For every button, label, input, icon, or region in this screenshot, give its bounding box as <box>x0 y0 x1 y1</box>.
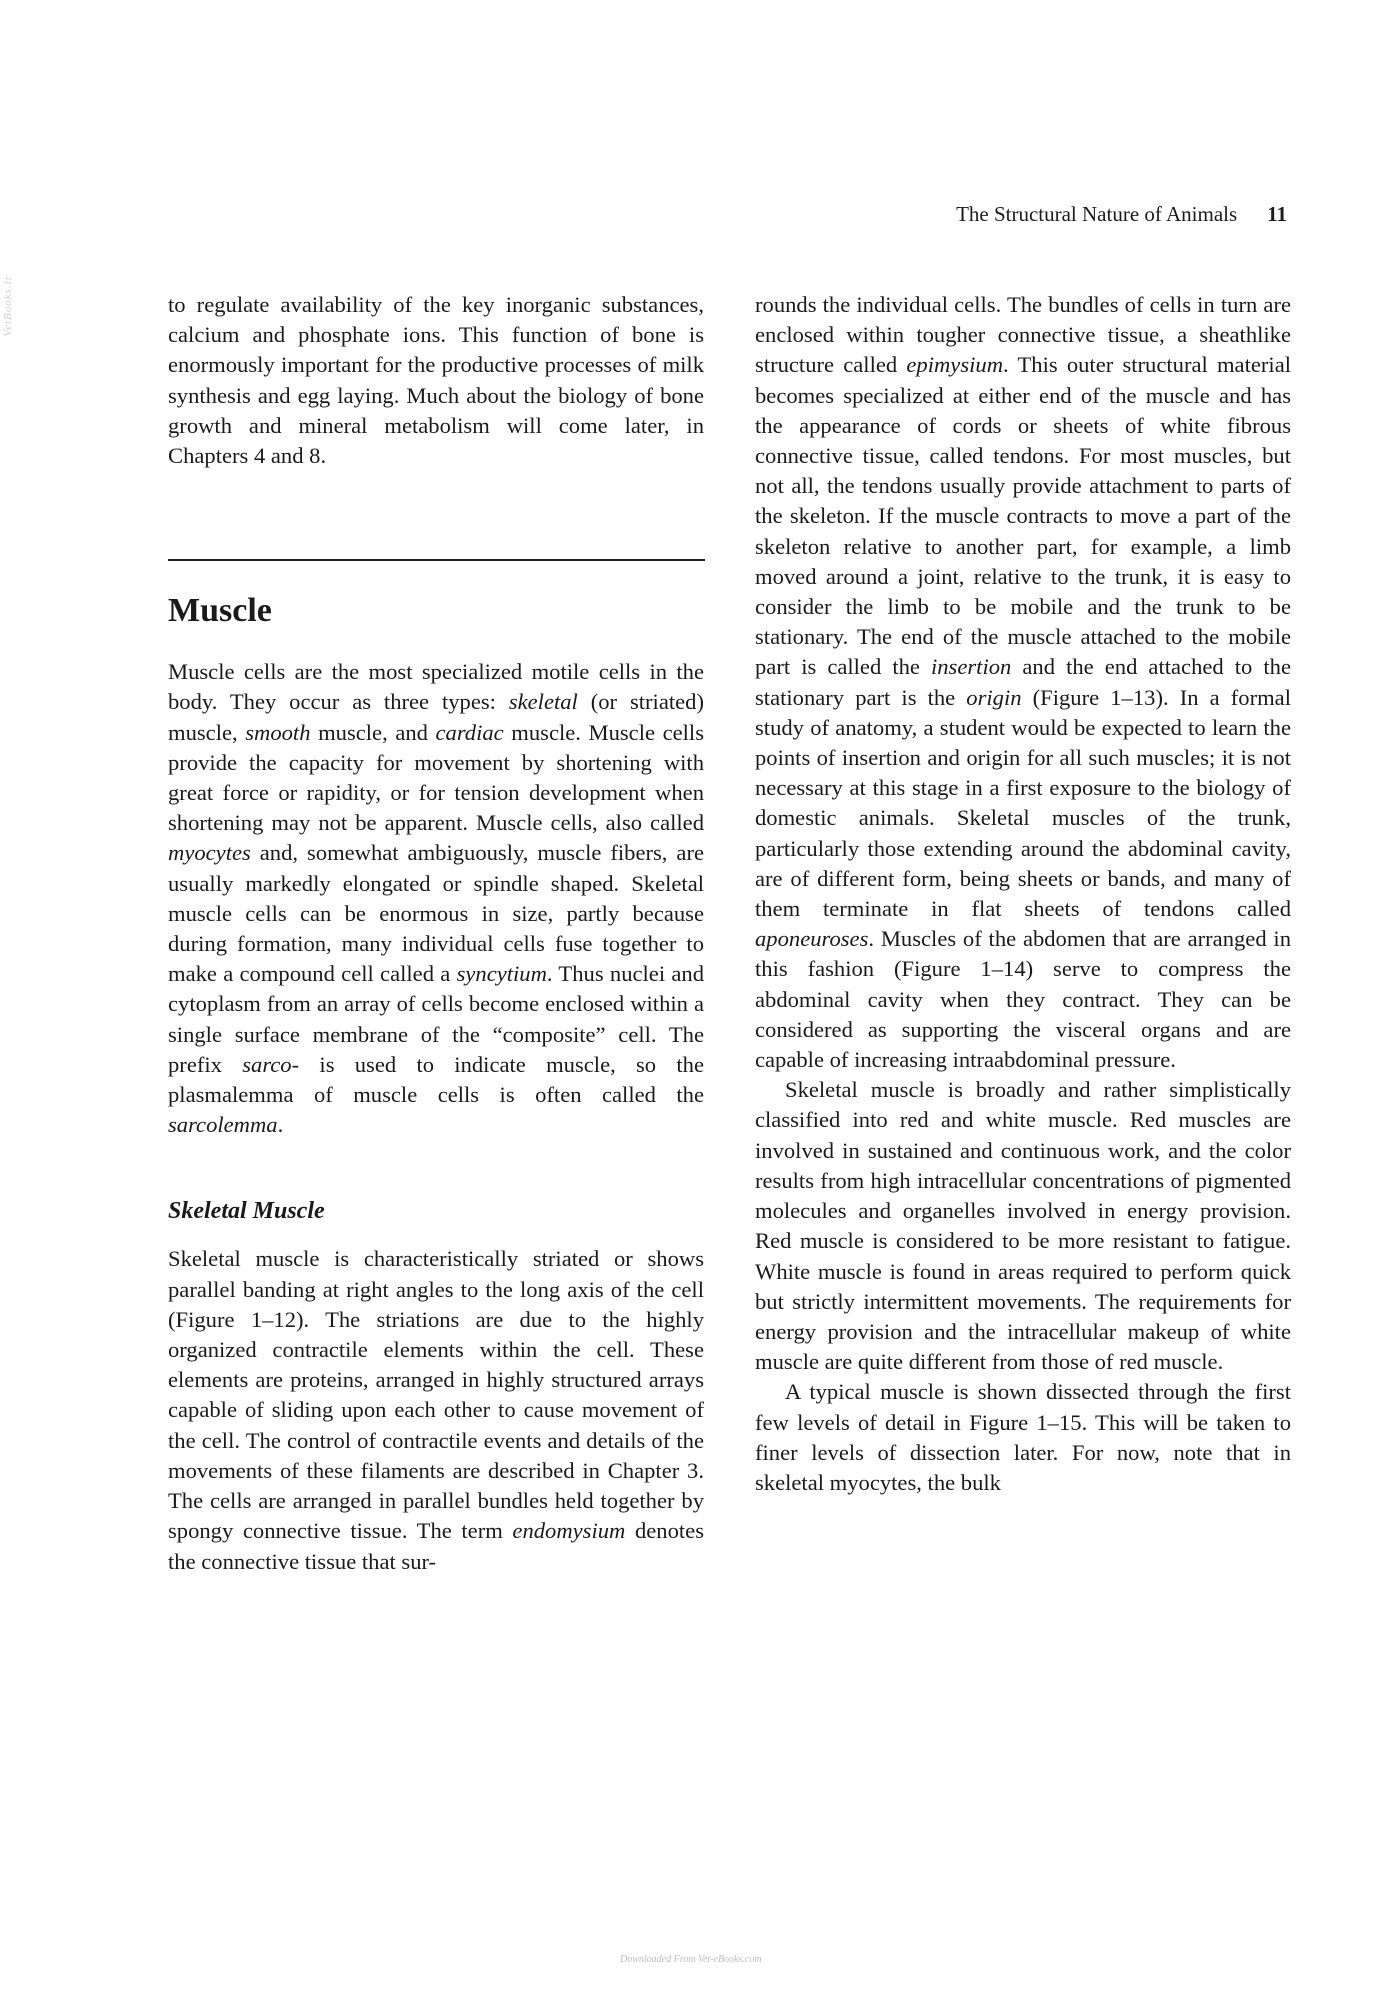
running-title: The Structural Nature of Animals <box>956 202 1238 226</box>
page-number: 11 <box>1267 202 1287 226</box>
right-column <box>755 290 1291 1498</box>
red-white-paragraph: Skeletal muscle is broadly and rather simplistically classified into red and white muscle. Red muscles are involved in sustained and continuous work, and the color results from high intracellular concentrations of pigmented molecules and organelles involved in energy provision. Red muscle is considered to be more resistant to fatigue. White muscle is found in areas required to perform quick but strictly intermittent movements. The requirements for energy provision and the intracellular makeup of white muscle are quite different from those of red muscle. <box>755 1077 1291 1375</box>
section-heading-muscle: Muscle <box>168 592 272 630</box>
muscle-paragraph: Muscle cells are the most specialized motile cells in the body. They occur as three types: skeletal (or striated) muscle, smooth muscle, and cardiac muscle. Muscle cells provide the capacity for movement by shortening with great force or rapidity, or for tension development when shortening may not be apparent. Muscle cells, also called myocytes and, somewhat ambiguously, muscle fibers, are usually markedly elongated or spindle shaped. Skeletal muscle cells can be enormous in size, partly because during formation, many individual cells fuse together to make a compound cell called a syncytium. Thus nuclei and cytoplasm from an array of cells become enclosed within a single surface membrane of the “composite” cell. The prefix sarco- is used to indicate muscle, so the plasmalemma of muscle cells is often called the sarcolemma. <box>168 659 705 1138</box>
running-header <box>956 202 1287 227</box>
term-smooth: smooth <box>245 719 311 745</box>
footer-watermark: Downloaded From Vet-eBooks.com <box>620 1954 762 1965</box>
skeletal-paragraph: Skeletal muscle is characteristically striated or shows parallel banding at right angles to the long axis of the cell (Figure 1–12). The striations are due to the highly organized contractile elements within the cell. These elements are proteins, arranged in highly structured arrays capable of sliding upon each other to cause movement of the cell. The control of contractile events and details of the movements of these filaments are described in Chapter 3. The cells are arranged in parallel bundles held together by spongy connective tissue. The term endomysium denotes the connective tissue that sur- <box>168 1246 705 1574</box>
left-column <box>168 290 704 1577</box>
term-endomysium: endomysium <box>512 1518 626 1544</box>
term-origin: origin <box>966 684 1022 710</box>
typical-muscle-paragraph: A typical muscle is shown dissected through the first few levels of detail in Figure 1–15. This will be taken to finer levels of dissection later. For now, note that in skeletal myocytes, the bulk <box>755 1379 1291 1495</box>
term-cardiac: cardiac <box>435 719 504 745</box>
term-syncytium: syncytium <box>456 961 547 987</box>
term-aponeuroses: aponeuroses <box>755 926 869 952</box>
subsection-heading-skeletal-muscle: Skeletal Muscle <box>168 1198 325 1225</box>
intro-paragraph: to regulate availability of the key inorganic substances, calcium and phosphate ions. This function of bone is enormously important for the productive processes of milk synthesis and egg laying. Much about the biology of bone growth and mineral metabolism will come later, in Chapters 4 and 8. <box>168 292 704 469</box>
term-sarco: sarco- <box>242 1051 300 1077</box>
term-skeletal: skeletal <box>508 689 578 715</box>
term-myocytes: myocytes <box>168 840 251 866</box>
term-epimysium: epimysium <box>906 352 1004 378</box>
section-divider <box>168 559 705 561</box>
term-sarcolemma: sarcolemma <box>168 1112 278 1138</box>
continued-paragraph: rounds the individual cells. The bundles of cells in turn are enclosed within tougher connective tissue, a sheathlike structure called epimysium. This outer structural material becomes specialized at either end of the muscle and has the appearance of cords or sheets of white fibrous connective tissue, called tendons. For most muscles, but not all, the tendons usually provide attachment to parts of the skeleton. If the muscle contracts to move a part of the skeleton relative to another part, for example, a limb moved around a joint, relative to the trunk, it is easy to consider the limb to be mobile and the trunk to be stationary. The end of the muscle attached to the mobile part is called the insertion and the end attached to the stationary part is the origin (Figure 1–13). In a formal study of anatomy, a student would be expected to learn the points of insertion and origin for all such muscles; it is not necessary at this stage in a first exposure to the biology of domestic animals. Skeletal muscles of the trunk, particularly those extending around the abdominal cavity, are of different form, being sheets or bands, and many of them terminate in flat sheets of tendons called aponeuroses. Muscles of the abdomen that are arranged in this fashion (Figure 1–14) serve to compress the abdominal cavity when they contract. They can be considered as supporting the visceral organs and are capable of increasing intraabdominal pressure. <box>755 292 1292 1073</box>
side-watermark: VetBooks.ir <box>2 275 14 337</box>
term-insertion: insertion <box>930 654 1012 680</box>
